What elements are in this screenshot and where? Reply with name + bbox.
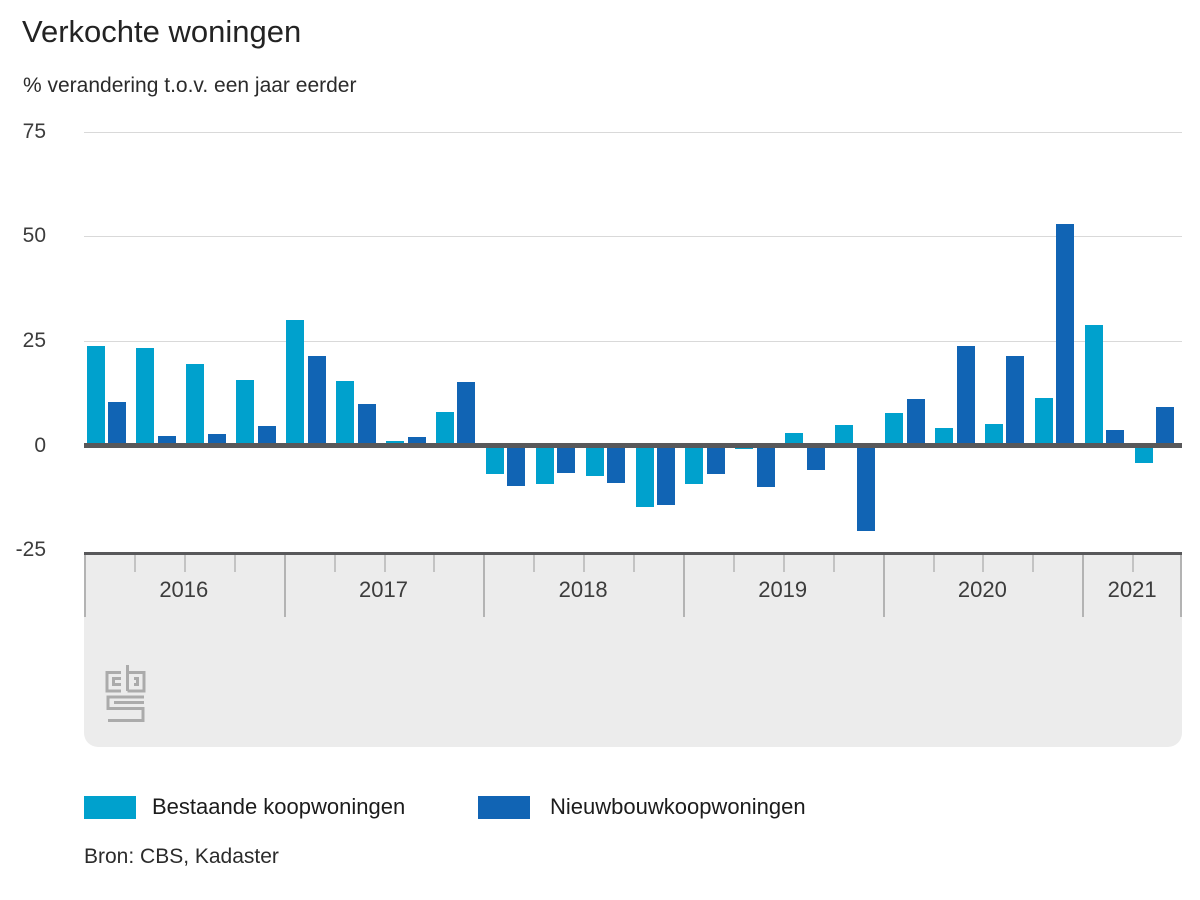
bar-nieuwbouw-2016-Q1[interactable] [108, 402, 126, 446]
quarter-tick [533, 555, 535, 572]
x-axis-year-label: 2019 [758, 577, 808, 602]
legend-label-bestaande-koopwoningen: Bestaande koopwoningen [152, 794, 406, 819]
bar-bestaande-2021-Q1[interactable] [1085, 325, 1103, 445]
quarter-tick [134, 555, 136, 572]
bar-bestaande-2017-Q4[interactable] [436, 412, 454, 446]
cbs-logo [102, 663, 148, 725]
year-separator [284, 555, 286, 617]
bar-bestaande-2016-Q4[interactable] [236, 380, 254, 445]
quarter-tick [1032, 555, 1034, 572]
y-axis-label-50: 50 [22, 224, 46, 248]
x-axis-year-label: 2018 [558, 577, 608, 602]
year-separator [84, 555, 86, 617]
bar-bestaande-2018-Q2[interactable] [536, 446, 554, 485]
bar-nieuwbouw-2019-Q1[interactable] [707, 446, 725, 475]
quarter-tick [833, 555, 835, 572]
y-axis-label-25: 25 [22, 328, 46, 352]
bar-bestaande-2021-Q2[interactable] [1135, 446, 1153, 464]
year-separator [483, 555, 485, 617]
bar-nieuwbouw-2018-Q2[interactable] [557, 446, 575, 474]
bar-nieuwbouw-2017-Q2[interactable] [358, 404, 376, 446]
x-axis-band [84, 552, 1182, 747]
quarter-tick [783, 555, 785, 572]
legend-swatch-nieuwbouwkoopwoningen [478, 796, 530, 819]
x-axis-year-label: 2020 [957, 577, 1007, 602]
bar-nieuwbouw-2017-Q1[interactable] [308, 356, 326, 446]
year-separator [1180, 555, 1182, 617]
bar-nieuwbouw-2021-Q2[interactable] [1156, 407, 1174, 446]
gridline-75 [84, 132, 1182, 133]
quarter-tick [982, 555, 984, 572]
bar-nieuwbouw-2019-Q2[interactable] [757, 446, 775, 488]
quarter-tick [184, 555, 186, 572]
chart-title: Verkochte woningen [22, 14, 302, 49]
quarter-tick [384, 555, 386, 572]
bar-nieuwbouw-2020-Q3[interactable] [1006, 356, 1024, 446]
bar-bestaande-2018-Q3[interactable] [586, 446, 604, 476]
bar-nieuwbouw-2020-Q2[interactable] [957, 346, 975, 446]
quarter-tick [334, 555, 336, 572]
quarter-tick [1132, 555, 1134, 572]
bar-bestaande-2017-Q2[interactable] [336, 381, 354, 446]
gridline-50 [84, 236, 1182, 237]
quarter-tick [234, 555, 236, 572]
bar-nieuwbouw-2019-Q4[interactable] [857, 446, 875, 531]
bar-bestaande-2016-Q1[interactable] [87, 346, 105, 446]
bar-nieuwbouw-2020-Q1[interactable] [907, 399, 925, 446]
bar-nieuwbouw-2020-Q4[interactable] [1056, 224, 1074, 445]
y-axis-label--25: -25 [15, 538, 46, 562]
bar-nieuwbouw-2017-Q4[interactable] [457, 382, 475, 446]
bar-nieuwbouw-2018-Q1[interactable] [507, 446, 525, 486]
quarter-tick [433, 555, 435, 572]
year-separator [683, 555, 685, 617]
legend-swatch-bestaande-koopwoningen [84, 796, 136, 819]
bar-nieuwbouw-2019-Q3[interactable] [807, 446, 825, 470]
bar-bestaande-2018-Q1[interactable] [486, 446, 504, 475]
bar-nieuwbouw-2018-Q3[interactable] [607, 446, 625, 484]
x-axis-year-label: 2021 [1107, 577, 1157, 602]
source-text: Bron: CBS, Kadaster [84, 845, 279, 868]
bar-bestaande-2016-Q3[interactable] [186, 364, 204, 446]
zero-axis-line [84, 443, 1182, 448]
x-axis-year-label: 2017 [359, 577, 408, 602]
bar-bestaande-2017-Q1[interactable] [286, 320, 304, 446]
year-separator [1082, 555, 1084, 617]
bar-bestaande-2016-Q2[interactable] [136, 348, 154, 446]
year-separator [883, 555, 885, 617]
legend-label-nieuwbouwkoopwoningen: Nieuwbouwkoopwoningen [550, 794, 806, 819]
y-axis-label-0: 0 [34, 433, 46, 457]
bar-nieuwbouw-2018-Q4[interactable] [657, 446, 675, 505]
quarter-tick [933, 555, 935, 572]
bar-bestaande-2019-Q1[interactable] [685, 446, 703, 485]
gridline-25 [84, 341, 1182, 342]
bar-bestaande-2020-Q1[interactable] [885, 413, 903, 446]
quarter-tick [583, 555, 585, 572]
bar-bestaande-2018-Q4[interactable] [636, 446, 654, 507]
y-axis-label-75: 75 [22, 119, 46, 143]
quarter-tick [733, 555, 735, 572]
quarter-tick [633, 555, 635, 572]
chart-subtitle: % verandering t.o.v. een jaar eerder [23, 74, 357, 97]
bar-bestaande-2020-Q4[interactable] [1035, 398, 1053, 446]
x-axis-year-label: 2016 [159, 577, 209, 602]
